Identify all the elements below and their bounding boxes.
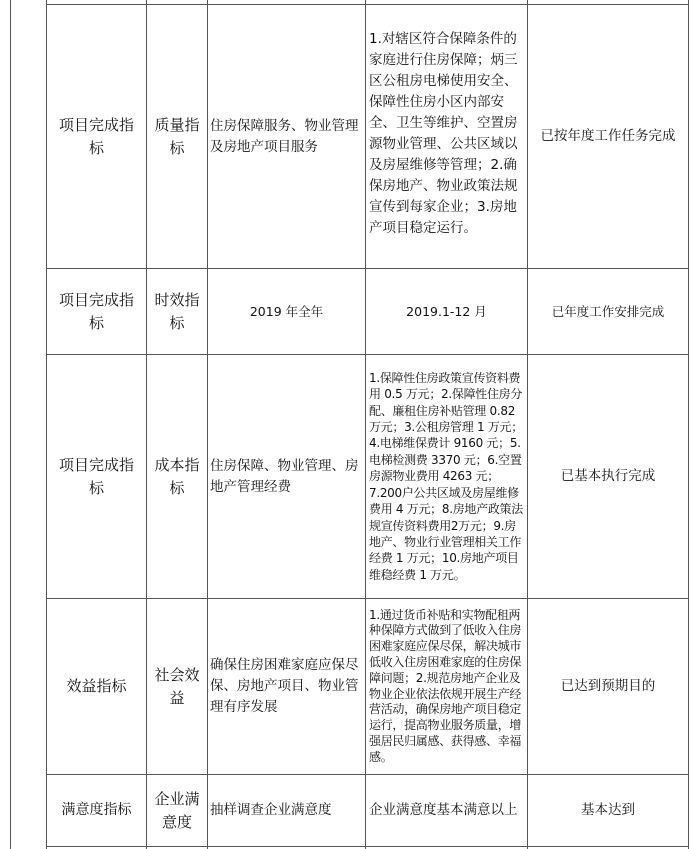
indicator-text: 社会效益 (154, 665, 200, 707)
result-cell (528, 775, 688, 846)
description-cell (208, 269, 365, 354)
description-cell (208, 775, 365, 846)
category-text: 项目完成指标 (58, 290, 134, 332)
result-text: 已按年度工作任务完成 (540, 128, 676, 144)
category-cell (47, 775, 146, 846)
indicator-text: 质量指标 (154, 115, 200, 157)
indicator-cell (147, 775, 207, 846)
category-cell (47, 599, 146, 774)
indicator-text: 企业满意度 (154, 789, 200, 831)
result-text: 已基本执行完成 (560, 468, 656, 484)
target-cell (366, 269, 527, 354)
description-cell (208, 355, 365, 598)
result-cell (528, 355, 688, 598)
category-cell: 项目完成指标 (58, 115, 134, 157)
target-text: 1.对辖区符合保障条件的家庭进行住房保障；炳三区公租房电梯使用安全、保障性住房小区内部安全、卫生等维护、空置房源物业管理、公共区域以及房屋维修等管理；2.确保房地产、物业政策法规宣传到每家企业；3.房地产项目稳定运行。 (369, 31, 518, 236)
result-text: 已年度工作安排完成 (551, 304, 665, 319)
target-text: 1.通过货币补贴和实物配租两种保障方式做到了低收入住房困难家庭应保尽保，解决城市低收入住房困难家庭的住房保障问题；2.规范房地产企业及物业企业依法依规开展生产经营活动，确保房地产项目稳定运行，提高物业服务质量，增强居民归属感、获得感、幸福感。 (369, 607, 522, 764)
table-row (47, 5, 146, 268)
description-text: 住房保障、物业管理、房地产管理经费 (210, 457, 359, 495)
target-cell (366, 5, 527, 268)
category-cell (47, 355, 146, 598)
indicator-cell (147, 5, 207, 268)
target-text: 企业满意度基本满意以上 (369, 802, 518, 818)
result-text: 已达到预期目的 (560, 678, 656, 694)
row-divider (46, 846, 689, 847)
indicator-text: 成本指标 (154, 455, 200, 497)
target-text: 2019.1-12 月 (406, 304, 487, 319)
target-cell (366, 355, 527, 598)
result-cell (528, 269, 688, 354)
category-cell (47, 269, 146, 354)
description-text: 抽样调查企业满意度 (210, 802, 332, 818)
target-cell (366, 599, 527, 774)
table-border-right (688, 0, 689, 849)
category-text: 满意度指标 (61, 802, 132, 818)
indicator-cell (147, 269, 207, 354)
result-text: 基本达到 (581, 802, 635, 818)
indicator-cell (147, 355, 207, 598)
target-text: 1.保障性住房政策宣传资料费用 0.5 万元；2.保障性住房分配、廉租住房补贴管理 0.82 万元；3.公租房管理 1 万元；4.电梯维保费计 9160 元；5.电梯检测费 3370 元；6.空置房源物业费用 4263 元；7.200户公共区域及房屋维修费用 4 万元；8.房地产政策法规宣传资料费用2万元；9.房地产、物业行业管理相关工作经费 1 万元；10.房地产项目维稳经费 1 万元。 (369, 370, 523, 582)
description-text: 2019 年全年 (249, 304, 324, 319)
indicator-cell (147, 599, 207, 774)
indicator-text: 时效指标 (154, 290, 200, 332)
result-cell (528, 5, 688, 268)
outer-border-left (10, 0, 11, 849)
description-text: 住房保障服务、物业管理及房地产项目服务 (210, 117, 359, 155)
result-cell (528, 599, 688, 774)
description-text: 确保住房困难家庭应保尽保、房地产项目、物业管理有序发展 (210, 657, 359, 715)
description-cell (208, 599, 365, 774)
description-cell (208, 5, 365, 268)
category-text: 项目完成指标 (58, 455, 134, 497)
target-cell (366, 775, 527, 846)
category-text: 效益指标 (66, 677, 127, 695)
